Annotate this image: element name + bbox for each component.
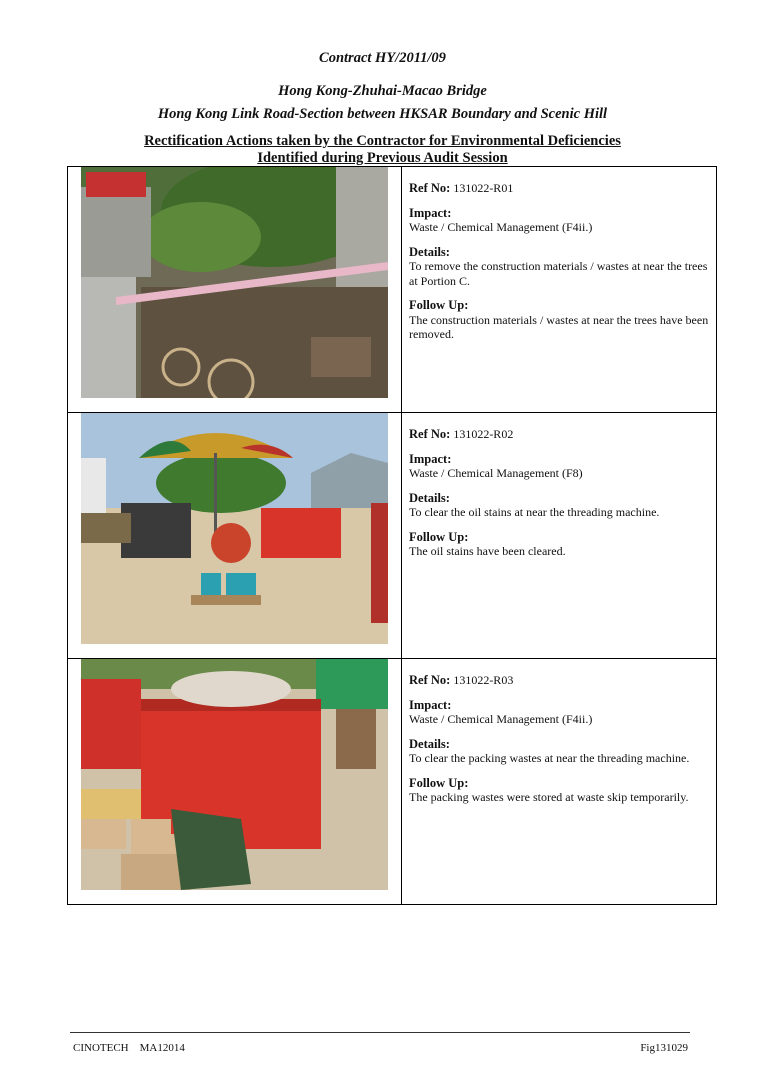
impact-label: Impact: bbox=[409, 451, 452, 466]
contract-title: Contract HY/2011/09 bbox=[319, 50, 446, 66]
table-row bbox=[68, 167, 717, 413]
site-photo-waste-skip bbox=[81, 659, 388, 890]
details-label: Details: bbox=[409, 244, 450, 259]
photo-cell bbox=[68, 659, 402, 905]
footer-figure-ref: Fig131029 bbox=[640, 1042, 688, 1054]
impact-value: Waste / Chemical Management (F4ii.) bbox=[409, 220, 593, 234]
follow-up-value: The construction materials / wastes at near the trees have been removed. bbox=[409, 312, 709, 341]
document-title-line-2: Identified during Previous Audit Session bbox=[257, 150, 508, 166]
follow-up-label: Follow Up: bbox=[409, 298, 469, 312]
follow-up-value: The oil stains have been cleared. bbox=[409, 544, 566, 558]
document-title-line-1: Rectification Actions taken by the Contractor for Environmental Deficiencies bbox=[144, 133, 621, 149]
details-value: To clear the packing wastes at near the threading machine. bbox=[409, 751, 690, 765]
section-name: Hong Kong Link Road-Section between HKSAR Boundary and Scenic Hill bbox=[157, 106, 608, 122]
table-row bbox=[68, 413, 717, 659]
site-photo-trees-portion-c bbox=[81, 167, 388, 398]
record-details-cell bbox=[402, 413, 717, 659]
ref-no-label: Ref No: bbox=[409, 673, 451, 687]
impact-value: Waste / Chemical Management (F4ii.) bbox=[409, 712, 593, 726]
follow-up-value: The packing wastes were stored at waste skip temporarily. bbox=[409, 790, 689, 804]
ref-no-label: Ref No: bbox=[409, 181, 451, 195]
impact-label: Impact: bbox=[409, 697, 452, 712]
details-label: Details: bbox=[409, 490, 450, 505]
photo-cell bbox=[68, 413, 402, 659]
follow-up-label: Follow Up: bbox=[409, 775, 469, 790]
project-name: Hong Kong-Zhuhai-Macao Bridge bbox=[278, 83, 487, 99]
site-photo-threading-machine bbox=[81, 413, 388, 644]
record-details-cell bbox=[402, 167, 717, 413]
ref-no-value: 131022-R02 bbox=[453, 427, 514, 441]
follow-up-label: Follow Up: bbox=[409, 529, 469, 544]
photo-cell bbox=[68, 167, 402, 413]
footer-company-ref: CINOTECH MA12014 bbox=[73, 1042, 185, 1054]
ref-no-value: 131022-R01 bbox=[453, 181, 514, 195]
impact-label: Impact: bbox=[409, 205, 452, 220]
footer-divider bbox=[70, 1032, 690, 1033]
impact-value: Waste / Chemical Management (F8) bbox=[409, 466, 583, 480]
record-details-cell bbox=[402, 659, 717, 905]
ref-no-label: Ref No: bbox=[409, 427, 451, 441]
details-value: To remove the construction materials / wastes at near the trees at Portion C. bbox=[409, 259, 708, 288]
details-label: Details: bbox=[409, 736, 450, 751]
table-row bbox=[68, 659, 717, 905]
rectification-table bbox=[67, 166, 717, 905]
ref-no-value: 131022-R03 bbox=[453, 673, 514, 687]
details-value: To clear the oil stains at near the threading machine. bbox=[409, 505, 660, 519]
